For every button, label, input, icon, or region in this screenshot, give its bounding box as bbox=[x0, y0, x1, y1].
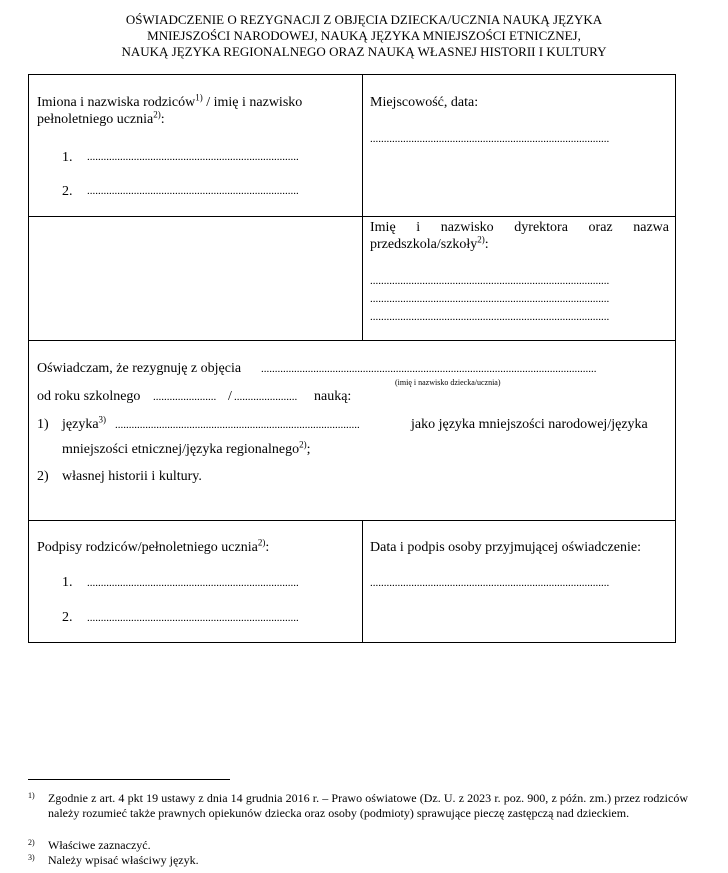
title-line-3: NAUKĄ JĘZYKA REGIONALNEGO ORAZ NAUKĄ WŁASNEJ HISTORII I KULTURY bbox=[121, 44, 607, 59]
title-line-1: OŚWIADCZENIE O REZYGNACJI Z OBJĘCIA DZIECKA/UCZNIA NAUKĄ JĘZYKA bbox=[125, 12, 603, 27]
form-title bbox=[0, 12, 728, 60]
director-field-line-2[interactable]: ....................................................................................... bbox=[370, 293, 610, 305]
child-name-field[interactable]: .......................................................................................................................... bbox=[261, 363, 597, 375]
row-divider bbox=[29, 216, 675, 217]
signature-2-field[interactable]: ............................................................................. bbox=[87, 612, 299, 624]
director-field-line-3[interactable]: ....................................................................................... bbox=[370, 311, 610, 323]
option-number: 1) bbox=[37, 417, 49, 432]
signature-1-field[interactable]: ............................................................................. bbox=[87, 577, 299, 589]
school-year-end-field[interactable]: ....................... bbox=[234, 391, 298, 403]
adult-student-label: pełnoletniego ucznia$^{2)}$: bbox=[37, 109, 165, 127]
list-number: 2. bbox=[62, 184, 73, 199]
history-culture-text: własnej historii i kultury. bbox=[62, 469, 202, 484]
director-label: Imię i nazwisko dyrektora oraz nazwa bbox=[370, 220, 669, 235]
list-number: 1. bbox=[62, 150, 73, 165]
signatures-label: Podpisy rodziców/pełnoletniego ucznia$^{2)}$: bbox=[37, 537, 270, 555]
director-field-line-1[interactable]: ....................................................................................... bbox=[370, 275, 610, 287]
school-name-label: przedszkola/szkoły$^{2)}$: bbox=[370, 234, 489, 252]
receiver-field[interactable]: ....................................................................................... bbox=[370, 577, 610, 589]
column-divider bbox=[362, 520, 363, 643]
title-line-2: MNIEJSZOŚCI NARODOWEJ, NAUKĄ JĘZYKA MNIEJSZOŚCI ETNICZNEJ, bbox=[147, 28, 581, 43]
teaching-label: nauką: bbox=[314, 389, 352, 404]
declaration-text: Oświadczam, że rezygnuję z objęcia bbox=[37, 361, 242, 376]
option-number: 2) bbox=[37, 469, 49, 484]
receiver-label: Data i podpis osoby przyjmującej oświadczenie: bbox=[370, 540, 641, 555]
column-divider bbox=[362, 75, 363, 340]
language-type-text: jako języka mniejszości narodowej/języka bbox=[411, 417, 648, 432]
school-year-separator: / bbox=[228, 389, 232, 404]
list-number: 1. bbox=[62, 575, 73, 590]
parents-names-label: Imiona i nazwiska rodziców$^{1)}$ / imię i nazwisko bbox=[37, 92, 303, 110]
declaration-form bbox=[28, 74, 676, 643]
row-divider bbox=[29, 520, 675, 521]
footnote-separator bbox=[28, 779, 230, 780]
school-year-start-field[interactable]: ....................... bbox=[153, 391, 217, 403]
school-year-label: od roku szkolnego bbox=[37, 389, 141, 404]
language-type-text-continued: mniejszości etnicznej/języka regionalnego$^{2)}$; bbox=[62, 439, 311, 457]
language-label: języka$^{3)}$ bbox=[62, 414, 107, 432]
parent-1-name-field[interactable]: ............................................................................. bbox=[87, 151, 299, 163]
row-divider bbox=[29, 340, 675, 341]
language-field[interactable]: ......................................................................................... bbox=[115, 419, 360, 431]
list-number: 2. bbox=[62, 610, 73, 625]
parent-2-name-field[interactable]: ............................................................................. bbox=[87, 185, 299, 197]
place-date-label: Miejscowość, data: bbox=[370, 95, 479, 110]
place-date-field[interactable]: ....................................................................................... bbox=[370, 133, 610, 145]
child-name-hint: (imię i nazwisko dziecka/ucznia) bbox=[395, 378, 501, 387]
